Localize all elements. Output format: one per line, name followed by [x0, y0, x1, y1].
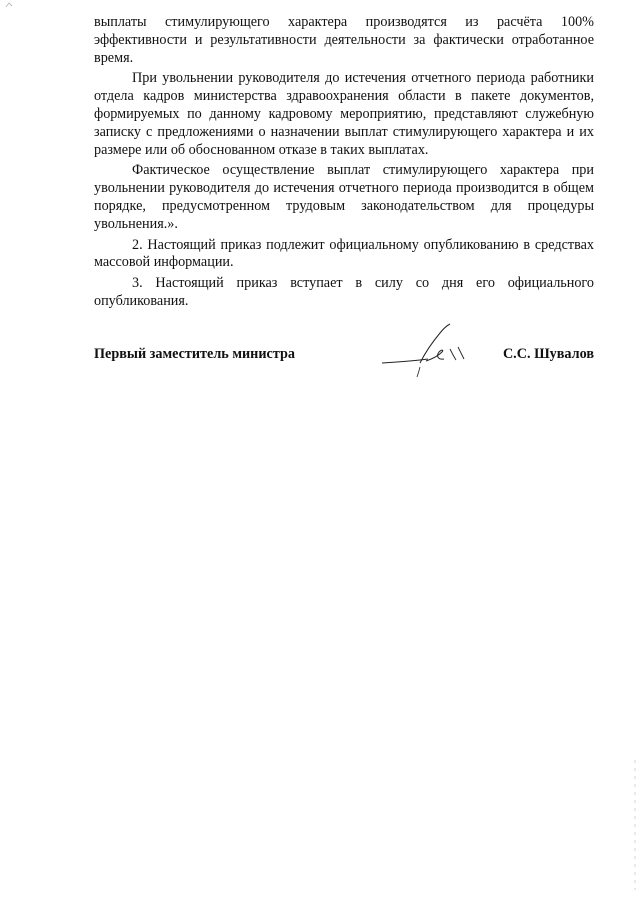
paragraph-actual-payments: Фактическое осуществление выплат стимулирующего характера при увольнении руководителя до истечения отчетного периода производится в общем порядке, предусмотренном трудовым законодательством для процедуры увольнения.». — [94, 162, 594, 232]
signatory-name: С.С. Шувалов — [502, 346, 594, 362]
document-body — [94, 14, 594, 311]
paragraph-dismissal-memo: При увольнении руководителя до истечения отчетного периода работники отдела кадров министерства здравоохранения области в пакете документов, формируемых по данному кадровому мероприятию, представляют служебную записку с предложениями о назначении выплат стимулирующего характера и их размере или об обоснованном отказе в таких выплатах. — [94, 70, 594, 158]
handwritten-signature — [380, 319, 470, 379]
paragraph-item-3-entry-into-force: 3. Настоящий приказ вступает в силу со дня его официального опубликования. — [94, 275, 594, 309]
paragraph-item-2-publication: 2. Настоящий приказ подлежит официальному опубликованию в средствах массовой информации. — [94, 236, 594, 271]
scan-edge-artifact — [634, 760, 636, 890]
scan-corner-mark — [6, 2, 14, 8]
signature-block — [94, 343, 594, 383]
signatory-title: Первый заместитель министра — [94, 346, 295, 362]
paragraph-payments-continuation: выплаты стимулирующего характера производятся из расчёта 100% эффективности и результативности деятельности за фактически отработанное время. — [94, 14, 594, 66]
